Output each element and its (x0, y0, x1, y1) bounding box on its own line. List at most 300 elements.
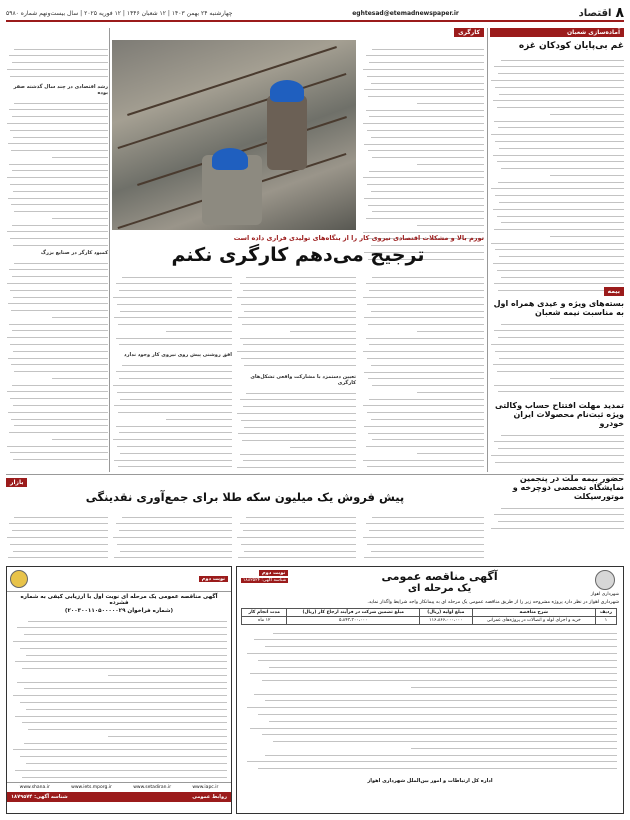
text-line (247, 648, 617, 654)
text-line (9, 519, 108, 525)
karegari-bar (112, 28, 484, 37)
masthead (6, 5, 624, 22)
text-line (495, 346, 624, 352)
motor-title: حضور بیمه ملت در پنجمین نمایشگاه تخصصی دوچرخه و موتورسیکلت (512, 474, 624, 501)
text-line (501, 164, 624, 170)
text-line (52, 152, 108, 158)
text-line (238, 553, 356, 559)
text-line (240, 519, 356, 525)
text-line (14, 207, 108, 213)
text-line (13, 636, 227, 642)
text-line (364, 85, 484, 91)
text-line (242, 435, 356, 441)
text-line (24, 738, 227, 744)
text-line (273, 628, 617, 634)
workers-photo (112, 40, 356, 230)
text-line (550, 373, 624, 379)
text-line (371, 78, 484, 84)
text-line (499, 197, 624, 203)
text-line (367, 353, 484, 359)
text-line (116, 519, 232, 525)
text-line (269, 662, 617, 668)
th-guarantee: مبلغ تضمین شرکت در فرآیند ارجاع کار (ریال) (287, 609, 420, 617)
text-line (371, 132, 484, 138)
text-line (9, 319, 108, 325)
text-line (495, 136, 624, 142)
gaza-body-2 (362, 44, 484, 266)
tender-main-badge: نوبت دوم (259, 570, 288, 576)
gold-title: پیش فروش یک میلیون سکه طلا برای جمع‌آوری نقدینگی (85, 490, 405, 504)
text-line (119, 428, 232, 434)
text-line (108, 731, 227, 737)
text-line (372, 435, 484, 441)
text-line (9, 105, 108, 111)
text-line (368, 146, 484, 152)
text-line (494, 116, 624, 122)
text-line (240, 395, 356, 401)
text-line (22, 772, 227, 778)
text-line (10, 339, 108, 345)
text-line (494, 62, 624, 68)
text-line (273, 737, 617, 743)
table-row (242, 617, 617, 625)
text-line (13, 132, 108, 138)
text-line (250, 669, 617, 675)
text-line (22, 663, 227, 669)
text-line (7, 532, 108, 538)
text-line (237, 347, 356, 353)
text-line (491, 523, 624, 529)
text-line (8, 193, 108, 199)
text-line (120, 546, 232, 552)
text-line (15, 765, 227, 771)
text-line (10, 539, 108, 545)
text-line (237, 532, 356, 538)
text-line (367, 71, 484, 77)
text-line (113, 435, 232, 441)
text-line (501, 503, 624, 509)
text-line (26, 650, 227, 656)
text-line (119, 286, 232, 292)
text-line (366, 279, 484, 285)
text-line (372, 512, 484, 518)
text-line (367, 408, 484, 414)
date-line: چهارشنبه ۲۴ بهمن ۱۴۰۳ | ۱۲ شعبان ۱۴۴۶ | ۱۲ فوریه ۲۰۲۵ | سال بیست‌ونهم شماره ۵۹۸۰ (6, 9, 233, 17)
text-line (258, 655, 617, 661)
text-line (120, 306, 232, 312)
labor-headline (112, 234, 484, 266)
text-line (494, 326, 624, 332)
text-line (12, 380, 108, 386)
text-line (240, 333, 356, 339)
tender-ad-left (6, 566, 232, 814)
kicker-bazaar: بازار (6, 478, 27, 487)
text-line (243, 526, 356, 532)
text-line (118, 407, 232, 413)
right-column (490, 28, 624, 295)
text-line (8, 553, 108, 559)
text-line (363, 401, 484, 407)
text-line (113, 532, 232, 538)
text-line (371, 546, 484, 552)
text-line (10, 394, 108, 400)
text-line (368, 319, 484, 325)
text-line (369, 58, 484, 64)
text-line (11, 305, 108, 311)
text-line (7, 333, 108, 339)
text-line (367, 462, 484, 468)
text-line (20, 752, 227, 758)
text-line (14, 98, 108, 104)
text-line (166, 414, 232, 420)
text-line (9, 265, 108, 271)
text-line (12, 220, 108, 226)
text-line (501, 272, 624, 278)
text-line (14, 512, 108, 518)
text-line (10, 125, 108, 131)
text-line (11, 360, 108, 366)
text-line (366, 105, 484, 111)
mid-sub-1: افق روشنی پیش روی نیروی کار وجود ندارد (124, 352, 232, 358)
text-line (117, 387, 232, 393)
text-line (15, 657, 227, 663)
labor-subtitle: تورم بالا و مشکلات اقتصادی نیروی کار را از بنگاه‌های تولیدی فراری داده است (233, 234, 484, 242)
text-line (20, 643, 227, 649)
text-line (364, 421, 484, 427)
company-logo-icon (10, 570, 28, 588)
td-duration: ۱۲ ماه (242, 617, 287, 625)
text-line (241, 353, 356, 359)
text-line (17, 677, 227, 683)
text-line (119, 526, 232, 532)
text-line (494, 510, 624, 516)
text-line (7, 173, 108, 179)
text-line (369, 526, 484, 532)
td-row: ۱ (595, 617, 616, 625)
text-line (113, 292, 232, 298)
text-line (114, 455, 232, 461)
text-line (498, 387, 624, 393)
text-line (241, 539, 356, 545)
tender-main-title: آگهی مناقصه عمومی (381, 570, 498, 583)
text-line (26, 758, 227, 764)
text-line (7, 441, 108, 447)
gaza-title: غم بی‌پایان کودکان غزه (518, 41, 624, 51)
text-line (417, 220, 484, 226)
text-line (250, 723, 617, 729)
tender-left-badge: نوبت دوم (199, 576, 228, 582)
text-line (262, 730, 617, 736)
text-line (7, 278, 108, 284)
text-line (368, 91, 484, 97)
text-line (364, 313, 484, 319)
text-line (122, 512, 232, 518)
text-line (491, 238, 624, 244)
text-line (501, 319, 624, 325)
text-line (22, 718, 227, 724)
text-line (13, 400, 108, 406)
text-line (11, 200, 108, 206)
text-line (367, 299, 484, 305)
text-line (254, 635, 617, 641)
text-line (411, 743, 617, 749)
text-line (13, 546, 108, 552)
text-line (371, 306, 484, 312)
text-line (498, 333, 624, 339)
text-line (491, 450, 624, 456)
text-line (15, 711, 227, 717)
text-line (14, 421, 108, 427)
text-line (10, 71, 108, 77)
text-line (364, 367, 484, 373)
website[interactable]: eghtesad@etemadnewspaper.ir (352, 9, 459, 17)
bimeh-title: بسته‌های ویژه و عیدی همراه اول به مناسبت نیمه شعبان (493, 299, 624, 317)
text-line (498, 444, 624, 450)
text-line (491, 184, 624, 190)
text-line (290, 442, 356, 448)
website-link-1[interactable]: www.shana.ir (19, 785, 50, 790)
text-line (363, 455, 484, 461)
text-line (13, 240, 108, 246)
text-line (550, 109, 624, 115)
website-link-3[interactable]: www.setadiran.ir (133, 785, 172, 790)
td-guarantee: ۵،۸۴۳،۳۰۰،۰۰۰ (287, 617, 420, 625)
text-line (7, 64, 108, 70)
text-line (498, 517, 624, 523)
website-link-4[interactable]: www.iapc.ir (192, 785, 219, 790)
text-line (241, 299, 356, 305)
text-line (12, 58, 108, 64)
text-line (242, 319, 356, 325)
text-line (372, 153, 484, 159)
text-line (258, 709, 617, 715)
text-line (366, 442, 484, 448)
text-line (372, 381, 484, 387)
text-line (114, 553, 232, 559)
text-line (117, 299, 232, 305)
text-line (7, 387, 108, 393)
tender-main-subtitle: یک مرحله ای (407, 583, 472, 594)
text-line (28, 616, 227, 622)
text-line (499, 353, 624, 359)
kicker-karegari: کارگری (454, 28, 484, 37)
text-line (369, 340, 484, 346)
text-line (493, 96, 624, 102)
text-line (237, 292, 356, 298)
text-line (499, 252, 624, 258)
tender-ad-main (236, 566, 624, 814)
page-number: ۸ (615, 5, 624, 21)
text-line (240, 449, 356, 455)
text-line (417, 448, 484, 454)
text-line (254, 689, 617, 695)
text-line (494, 225, 624, 231)
labor-col-3 (112, 272, 232, 472)
text-line (10, 285, 108, 291)
text-line (11, 145, 108, 151)
text-line (241, 415, 356, 421)
text-line (363, 227, 484, 233)
text-line (371, 360, 484, 366)
text-line (113, 380, 232, 386)
text-line (20, 697, 227, 703)
labor-title: ترجیح می‌دهم کارگری نکنم (171, 244, 425, 266)
text-line (491, 130, 624, 136)
text-line (372, 272, 484, 278)
text-line (119, 374, 232, 380)
text-line (244, 422, 356, 428)
th-row: ردیف (595, 609, 616, 617)
gaza-body (490, 55, 624, 295)
td-desc: خرید و اجرای لوله و اتصالات در پروژه‌های عمرانی (472, 617, 595, 625)
text-line (9, 428, 108, 434)
text-line (28, 725, 227, 731)
text-line (8, 299, 108, 305)
text-line (366, 519, 484, 525)
text-line (495, 82, 624, 88)
text-line (116, 367, 232, 373)
text-line (13, 455, 108, 461)
text-line (243, 402, 356, 408)
text-line (11, 414, 108, 420)
text-line (369, 166, 484, 172)
left-column (6, 44, 108, 474)
text-line (265, 750, 617, 756)
text-line (116, 333, 232, 339)
text-line (116, 279, 232, 285)
text-line (246, 272, 356, 278)
text-line (367, 180, 484, 186)
text-line (10, 234, 108, 240)
text-line (52, 312, 108, 318)
right-column-bottom (490, 278, 624, 531)
text-line (9, 159, 108, 165)
text-line (363, 532, 484, 538)
labor-col-1 (362, 272, 484, 472)
text-line (366, 51, 484, 57)
text-line (367, 125, 484, 131)
text-line (12, 326, 108, 332)
text-line (363, 119, 484, 125)
khodro-title: تمدید مهلت افتتاح حساب وکالتی ویژه ثبت‌نام محصولات ایران خودرو (495, 401, 624, 428)
tender-left-footer: روابط عمومی (192, 794, 227, 800)
text-line (265, 642, 617, 648)
kicker-right-top: آماده‌سازی شعبان (490, 28, 624, 37)
section-name: اقتصاد (578, 7, 612, 19)
text-line (290, 326, 356, 332)
text-line (10, 448, 108, 454)
text-line (495, 191, 624, 197)
text-line (117, 539, 232, 545)
text-line (120, 394, 232, 400)
text-line (52, 213, 108, 219)
text-line (243, 286, 356, 292)
text-line (494, 437, 624, 443)
text-line (114, 313, 232, 319)
gold-article (6, 478, 484, 504)
text-line (108, 670, 227, 676)
text-line (550, 170, 624, 176)
text-line (8, 407, 108, 413)
text-line (166, 326, 232, 332)
text-line (493, 360, 624, 366)
text-line (14, 44, 108, 50)
text-line (494, 380, 624, 386)
text-line (122, 272, 232, 278)
text-line (12, 112, 108, 118)
text-line (417, 159, 484, 165)
td-amount: ۱۱۶،۸۶۶،۰۰۰،۰۰۰ (420, 617, 473, 625)
text-line (238, 313, 356, 319)
text-line (265, 696, 617, 702)
text-line (12, 272, 108, 278)
text-line (119, 340, 232, 346)
text-line (24, 630, 227, 636)
text-line (497, 157, 624, 163)
text-line (497, 265, 624, 271)
text-line (269, 716, 617, 722)
text-line (411, 682, 617, 688)
text-line (10, 179, 108, 185)
tender-main-number: شناسه آگهی: ۱۸۸۲۵۲۴ (243, 578, 287, 583)
text-line (116, 421, 232, 427)
text-line (417, 387, 484, 393)
text-line (258, 764, 617, 770)
text-line (13, 691, 227, 697)
masthead-right (579, 5, 624, 21)
text-line (14, 367, 108, 373)
text-line (363, 64, 484, 70)
text-line (246, 512, 356, 518)
text-line (243, 456, 356, 462)
text-line (363, 347, 484, 353)
text-line (493, 150, 624, 156)
text-line (491, 75, 624, 81)
text-line (122, 360, 232, 366)
text-line (9, 51, 108, 57)
text-line (118, 319, 232, 325)
text-line (246, 388, 356, 394)
text-line (372, 207, 484, 213)
text-line (493, 204, 624, 210)
text-line (495, 457, 624, 463)
text-line (498, 123, 624, 129)
text-line (244, 360, 356, 366)
website-link-2[interactable]: www.iets.mporg.ir (71, 785, 112, 790)
th-amount: مبلغ اولیه (ریال) (420, 609, 473, 617)
text-line (368, 428, 484, 434)
tender-left-code: شناسه آگهی: ۱۸۷۹۵۷۴ (11, 794, 68, 800)
tender-left-number: (شماره فراخوان ۲۰۰۳۰۰۱۱۰۵۰۰۰۰۰۲۹) (64, 608, 174, 614)
text-line (497, 366, 624, 372)
text-line (364, 139, 484, 145)
text-line (237, 463, 356, 469)
text-line (366, 333, 484, 339)
text-line (368, 374, 484, 380)
mid-sub-2: تعیین دستمزد با مشارکت واقعی تشکل‌های کارگری (250, 374, 356, 386)
text-line (117, 441, 232, 447)
kicker-bimeh: بیمه (604, 287, 624, 296)
th-desc: شرح مناقصه (472, 609, 595, 617)
text-line (243, 340, 356, 346)
text-line (371, 186, 484, 192)
tender-table (241, 608, 617, 625)
text-line (491, 339, 624, 345)
text-line (417, 98, 484, 104)
text-line (8, 139, 108, 145)
text-line (24, 684, 227, 690)
tender-footer: اداره کل ارتباطات و امور بین‌الملل شهرداری اهواز (367, 778, 493, 784)
